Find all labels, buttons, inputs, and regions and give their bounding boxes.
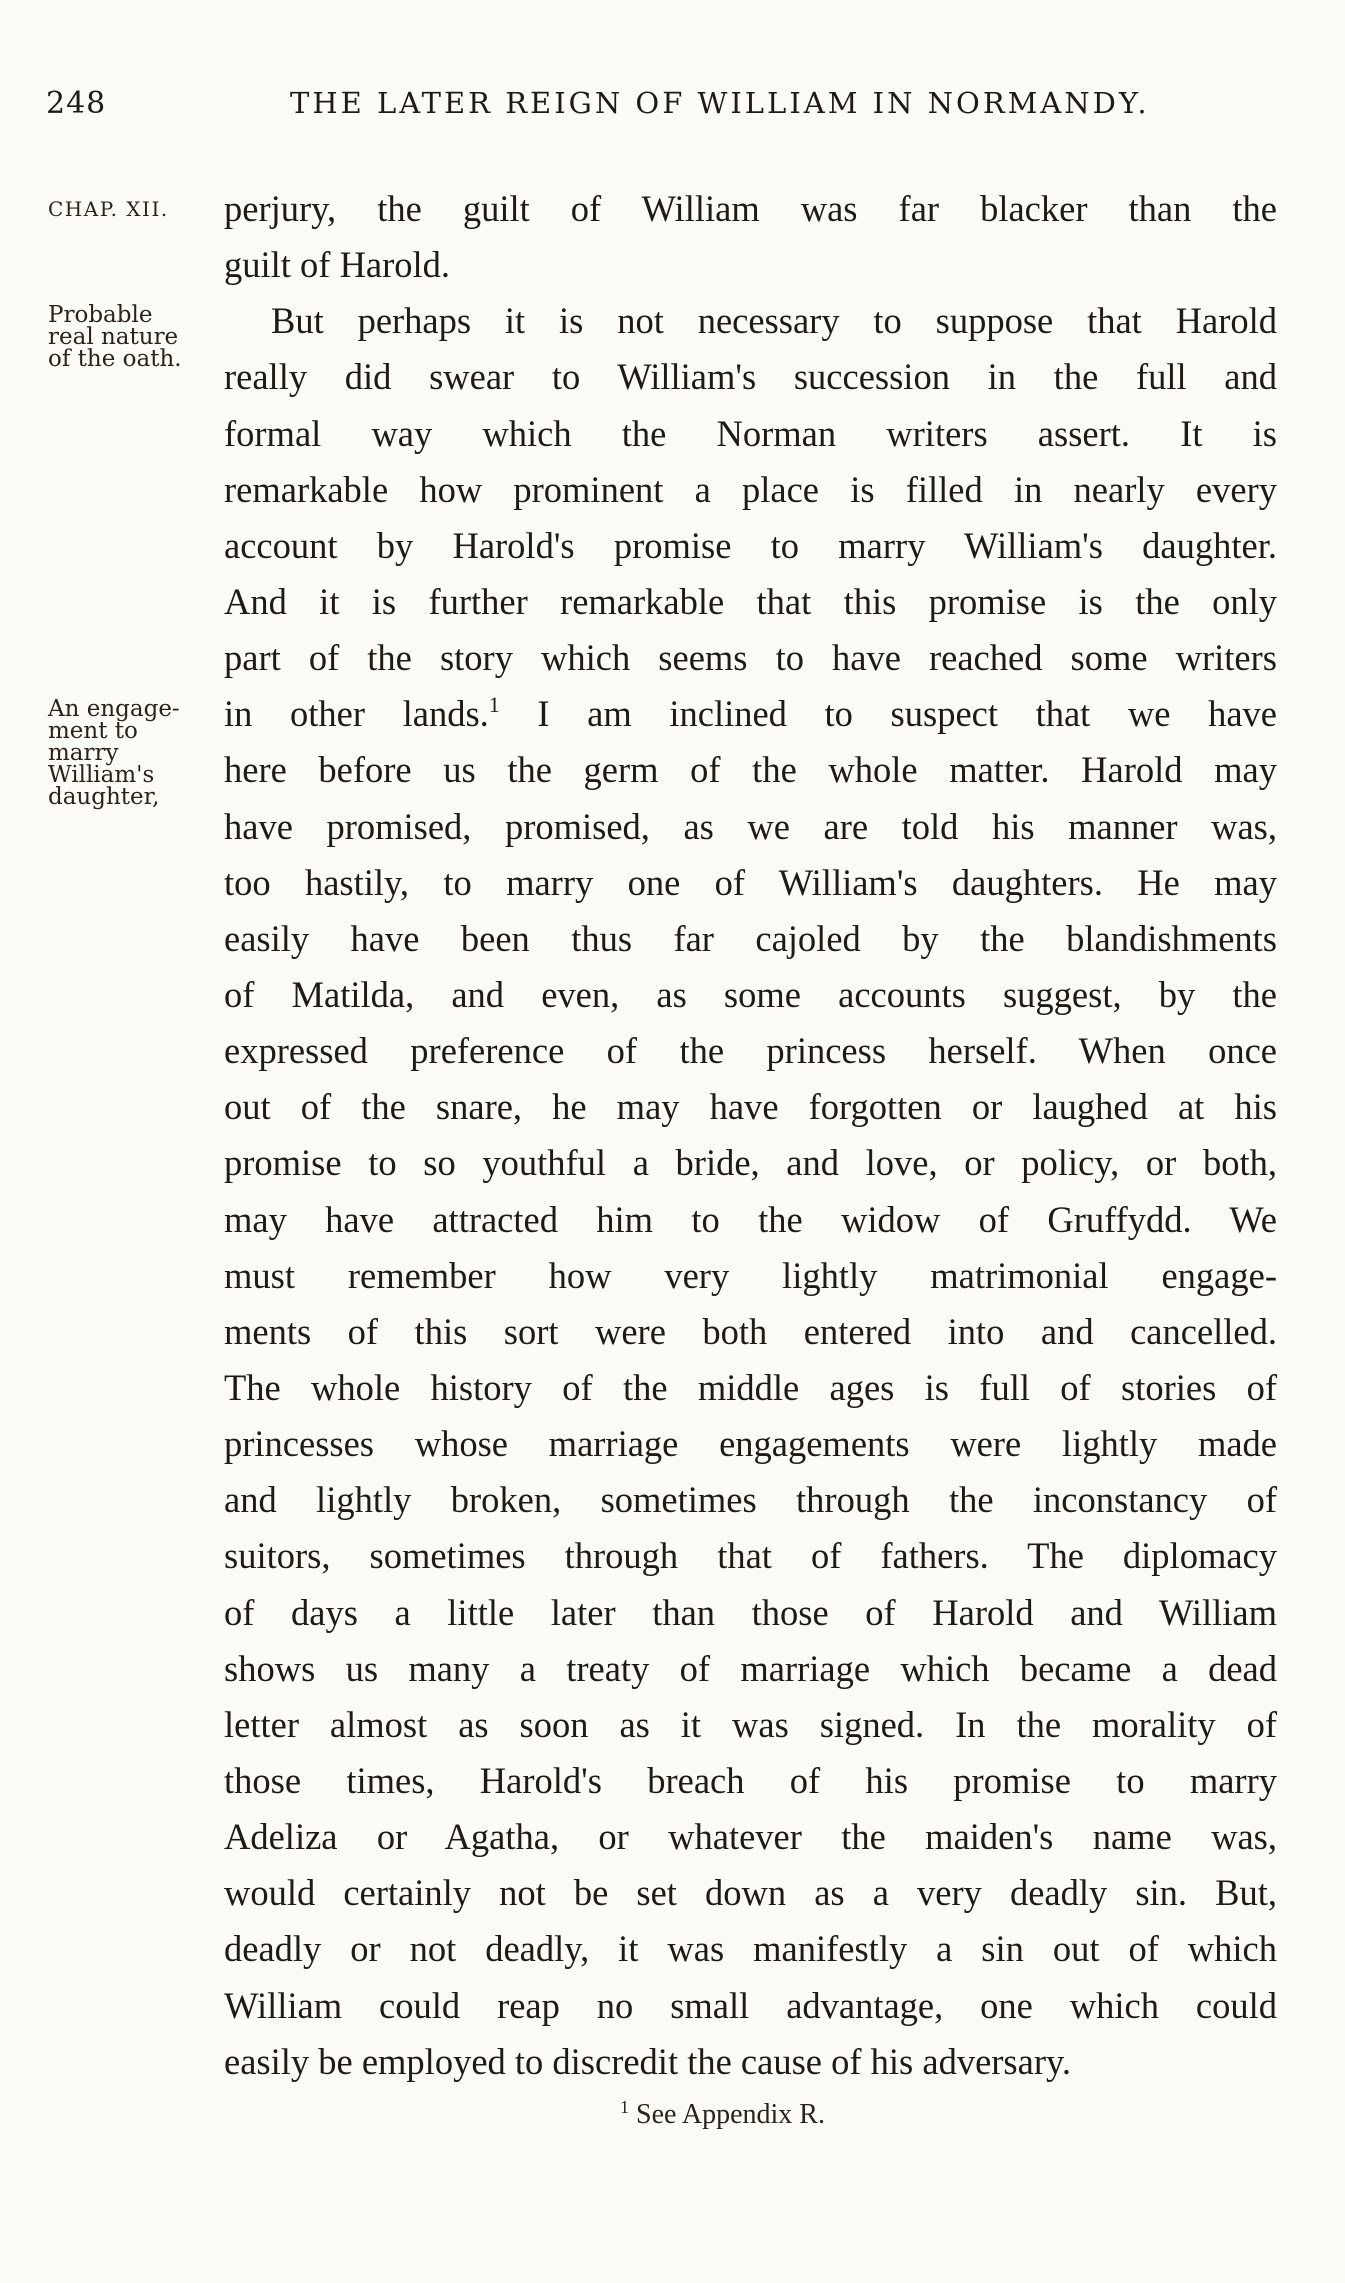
text-line: The whole history of the middle ages is full of stories of [224, 1366, 1277, 1408]
text-line: ments of this sort were both entered into and cancelled. [224, 1310, 1277, 1352]
text-line: may have attracted him to the widow of Gruffydd. We [224, 1198, 1277, 1240]
text-line: remarkable how prominent a place is filled in nearly every [224, 468, 1277, 510]
text-line: princesses whose marriage engagements were lightly made [224, 1423, 1277, 1465]
text-line: too hastily, to marry one of William's daughters. He may [224, 861, 1277, 903]
text-line: Adeliza or Agatha, or whatever the maiden's name was, [224, 1816, 1277, 1858]
text-line: those times, Harold's breach of his promise to marry [224, 1759, 1277, 1801]
footnote-marker: 1 [620, 2097, 629, 2117]
text-line: of Matilda, and even, as some accounts suggest, by the [224, 973, 1277, 1015]
running-head: THE LATER REIGN OF WILLIAM IN NORMANDY. [290, 86, 1150, 120]
text-line: part of the story which seems to have reached some writers [224, 637, 1277, 679]
text-line: easily have been thus far cajoled by the blandishments [224, 917, 1277, 959]
text-line: shows us many a treaty of marriage which became a dead [224, 1647, 1277, 1689]
text-line: of days a little later than those of Harold and William [224, 1591, 1277, 1633]
text-line: would certainly not be set down as a very deadly sin. But, [224, 1872, 1277, 1914]
body-text [224, 181, 1277, 2090]
text-line: And it is further remarkable that this promise is the only [224, 580, 1277, 622]
text-line: perjury, the guilt of William was far blacker than the [224, 188, 1277, 229]
text-line: have promised, promised, as we are told his manner was, [224, 805, 1277, 847]
text-line: easily be employed to discredit the cause of his adversary. [224, 2040, 1071, 2082]
page-header [46, 86, 1222, 136]
text-line: must remember how very lightly matrimonial engage- [224, 1254, 1277, 1296]
text-line: and lightly broken, sometimes through the inconstancy of [224, 1479, 1277, 1521]
text-line-with-footnote: in other lands.$^1$ I am inclined to suspect that we have [224, 692, 1277, 735]
text-line: But perhaps it is not necessary to suppose that Harold [271, 300, 1277, 342]
text-line: formal way which the Norman writers assert. It is [224, 412, 1277, 454]
footnote-text: See Appendix R. [636, 2099, 825, 2130]
text-line: suitors, sometimes through that of fathers. The diplomacy [224, 1535, 1277, 1577]
text-line: letter almost as soon as it was signed. In the morality of [224, 1703, 1277, 1745]
margin-note-oath: Probable real nature of the oath. [48, 302, 182, 372]
text-line: expressed preference of the princess herself. When once [224, 1030, 1277, 1072]
text-line: guilt of Harold. [224, 244, 451, 286]
margin-note-engagement: An engage- ment to marry William's daughter, [48, 696, 180, 810]
chapter-label: CHAP. XII. [48, 197, 169, 221]
text-line: William could reap no small advantage, one which could [224, 1984, 1277, 2026]
footnote-ref: 1 [488, 692, 500, 718]
text-line: deadly or not deadly, it was manifestly a sin out of which [224, 1928, 1277, 1970]
text-line: out of the snare, he may have forgotten or laughed at his [224, 1086, 1277, 1128]
footnote [620, 2099, 825, 2131]
text-line: here before us the germ of the whole matter. Harold may [224, 749, 1277, 791]
text-line: account by Harold's promise to marry William's daughter. [224, 524, 1277, 566]
text-line: really did swear to William's succession in the full and [224, 356, 1277, 398]
text-line: promise to so youthful a bride, and love, or policy, or both, [224, 1142, 1277, 1184]
page-number: 248 [46, 86, 107, 121]
